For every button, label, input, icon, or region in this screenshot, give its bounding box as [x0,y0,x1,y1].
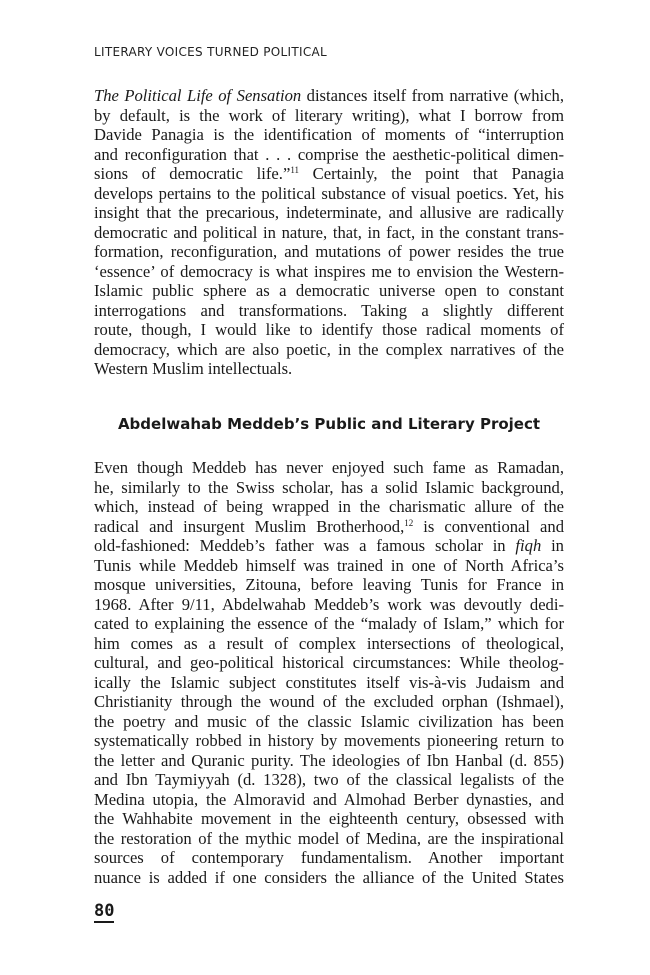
text-line: interrogations and transformations. Taking a slightly different [94,300,564,320]
text-line: which, instead of being wrapped in the charismatic allure of the [94,497,564,516]
paragraph-interruption [94,86,564,379]
text-line: and reconfiguration that . . . comprise the aesthetic-political dimen- [94,144,564,164]
text-line: radical and insurgent Muslim Brotherhood,$^{12}$ is conventional and [94,516,565,536]
text-line: the letter and Quranic purity. The ideologies of Ibn Hanbal (d. 855) [94,750,564,770]
text-line: the poetry and music of the classic Islamic civilization has been [94,711,564,731]
text-line: route, though, I would like to identify those radical moments of [94,320,564,339]
text-line: Islamic public sphere as a democratic universe open to constant [94,281,564,300]
text-line: by default, is the work of literary writing), what I borrow from [94,105,564,125]
text-line: Christianity through the wound of the excluded orphan (Ishmael), [94,692,564,711]
text-line: democratic and political in nature, that, in fact, in the constant trans- [94,222,564,242]
text-line: old-fashioned: Meddeb’s father was a famous scholar in fiqh in [94,536,564,555]
text-line: The Political Life of Sensation distances itself from narrative (which, [94,86,564,105]
text-line: he, similarly to the Swiss scholar, has a solid Islamic background, [94,477,564,497]
text-line: mosque universities, Zitouna, before leaving Tunis for France in [94,575,564,594]
text-line: sources of contemporary fundamentalism. Another important [94,848,564,867]
text-line: develops pertains to the political substance of visual poetics. Yet, his [94,183,564,203]
text-line: the Wahhabite movement in the eighteenth century, obsessed with [94,809,564,828]
text-line: him comes as a result of complex intersections of theological, [94,633,564,653]
text-line: ‘essence’ of democracy is what inspires me to envision the Western- [94,261,564,281]
text-line: the restoration of the mythic model of Medina, are the inspirational [94,828,564,848]
text-line: cultural, and geo-political historical circumstances: While theolog- [94,653,564,672]
text-line: Western Muslim intellectuals. [94,359,293,378]
text-line: systematically robbed in history by movements pioneering return to [94,731,564,750]
paragraph-meddeb [94,458,564,887]
text-line: Even though Meddeb has never enjoyed such fame as Ramadan, [94,458,564,477]
section-heading: Abdelwahab Meddeb’s Public and Literary Project [117,415,541,433]
text-line: Tunis while Meddeb himself was trained in one of North Africa’s [94,555,564,575]
text-line: and Ibn Taymiyyah (d. 1328), two of the classical legalists of the [94,770,564,789]
text-line: democracy, which are also poetic, in the complex narratives of the [94,339,564,359]
text-line: Medina utopia, the Almoravid and Almohad Berber dynasties, and [94,789,564,809]
text-line: ically the Islamic subject constitutes itself vis-à-vis Judaism and [94,672,564,692]
text-line: formation, reconfiguration, and mutations of power resides the true [94,242,564,261]
text-line: sions of democratic life.”$^{11}$ Certainly, the point that Panagia [94,164,564,183]
footnote-ref-12: 12 [404,517,414,528]
text-line: Davide Panagia is the identification of moments of “interruption [94,125,564,144]
page-number: 80 [94,901,115,921]
text-line: insight that the precarious, indeterminate, and allusive are radically [94,203,564,222]
text-line: cated to explaining the essence of the “malady of Islam,” which for [94,614,564,633]
running-head: LITERARY VOICES TURNED POLITICAL [94,45,327,59]
footnote-ref-11: 11 [290,165,299,175]
text-line: 1968. After 9/11, Abdelwahab Meddeb’s work was devoutly dedi- [94,594,564,614]
text-line: nuance is added if one considers the alliance of the United States [94,867,564,887]
